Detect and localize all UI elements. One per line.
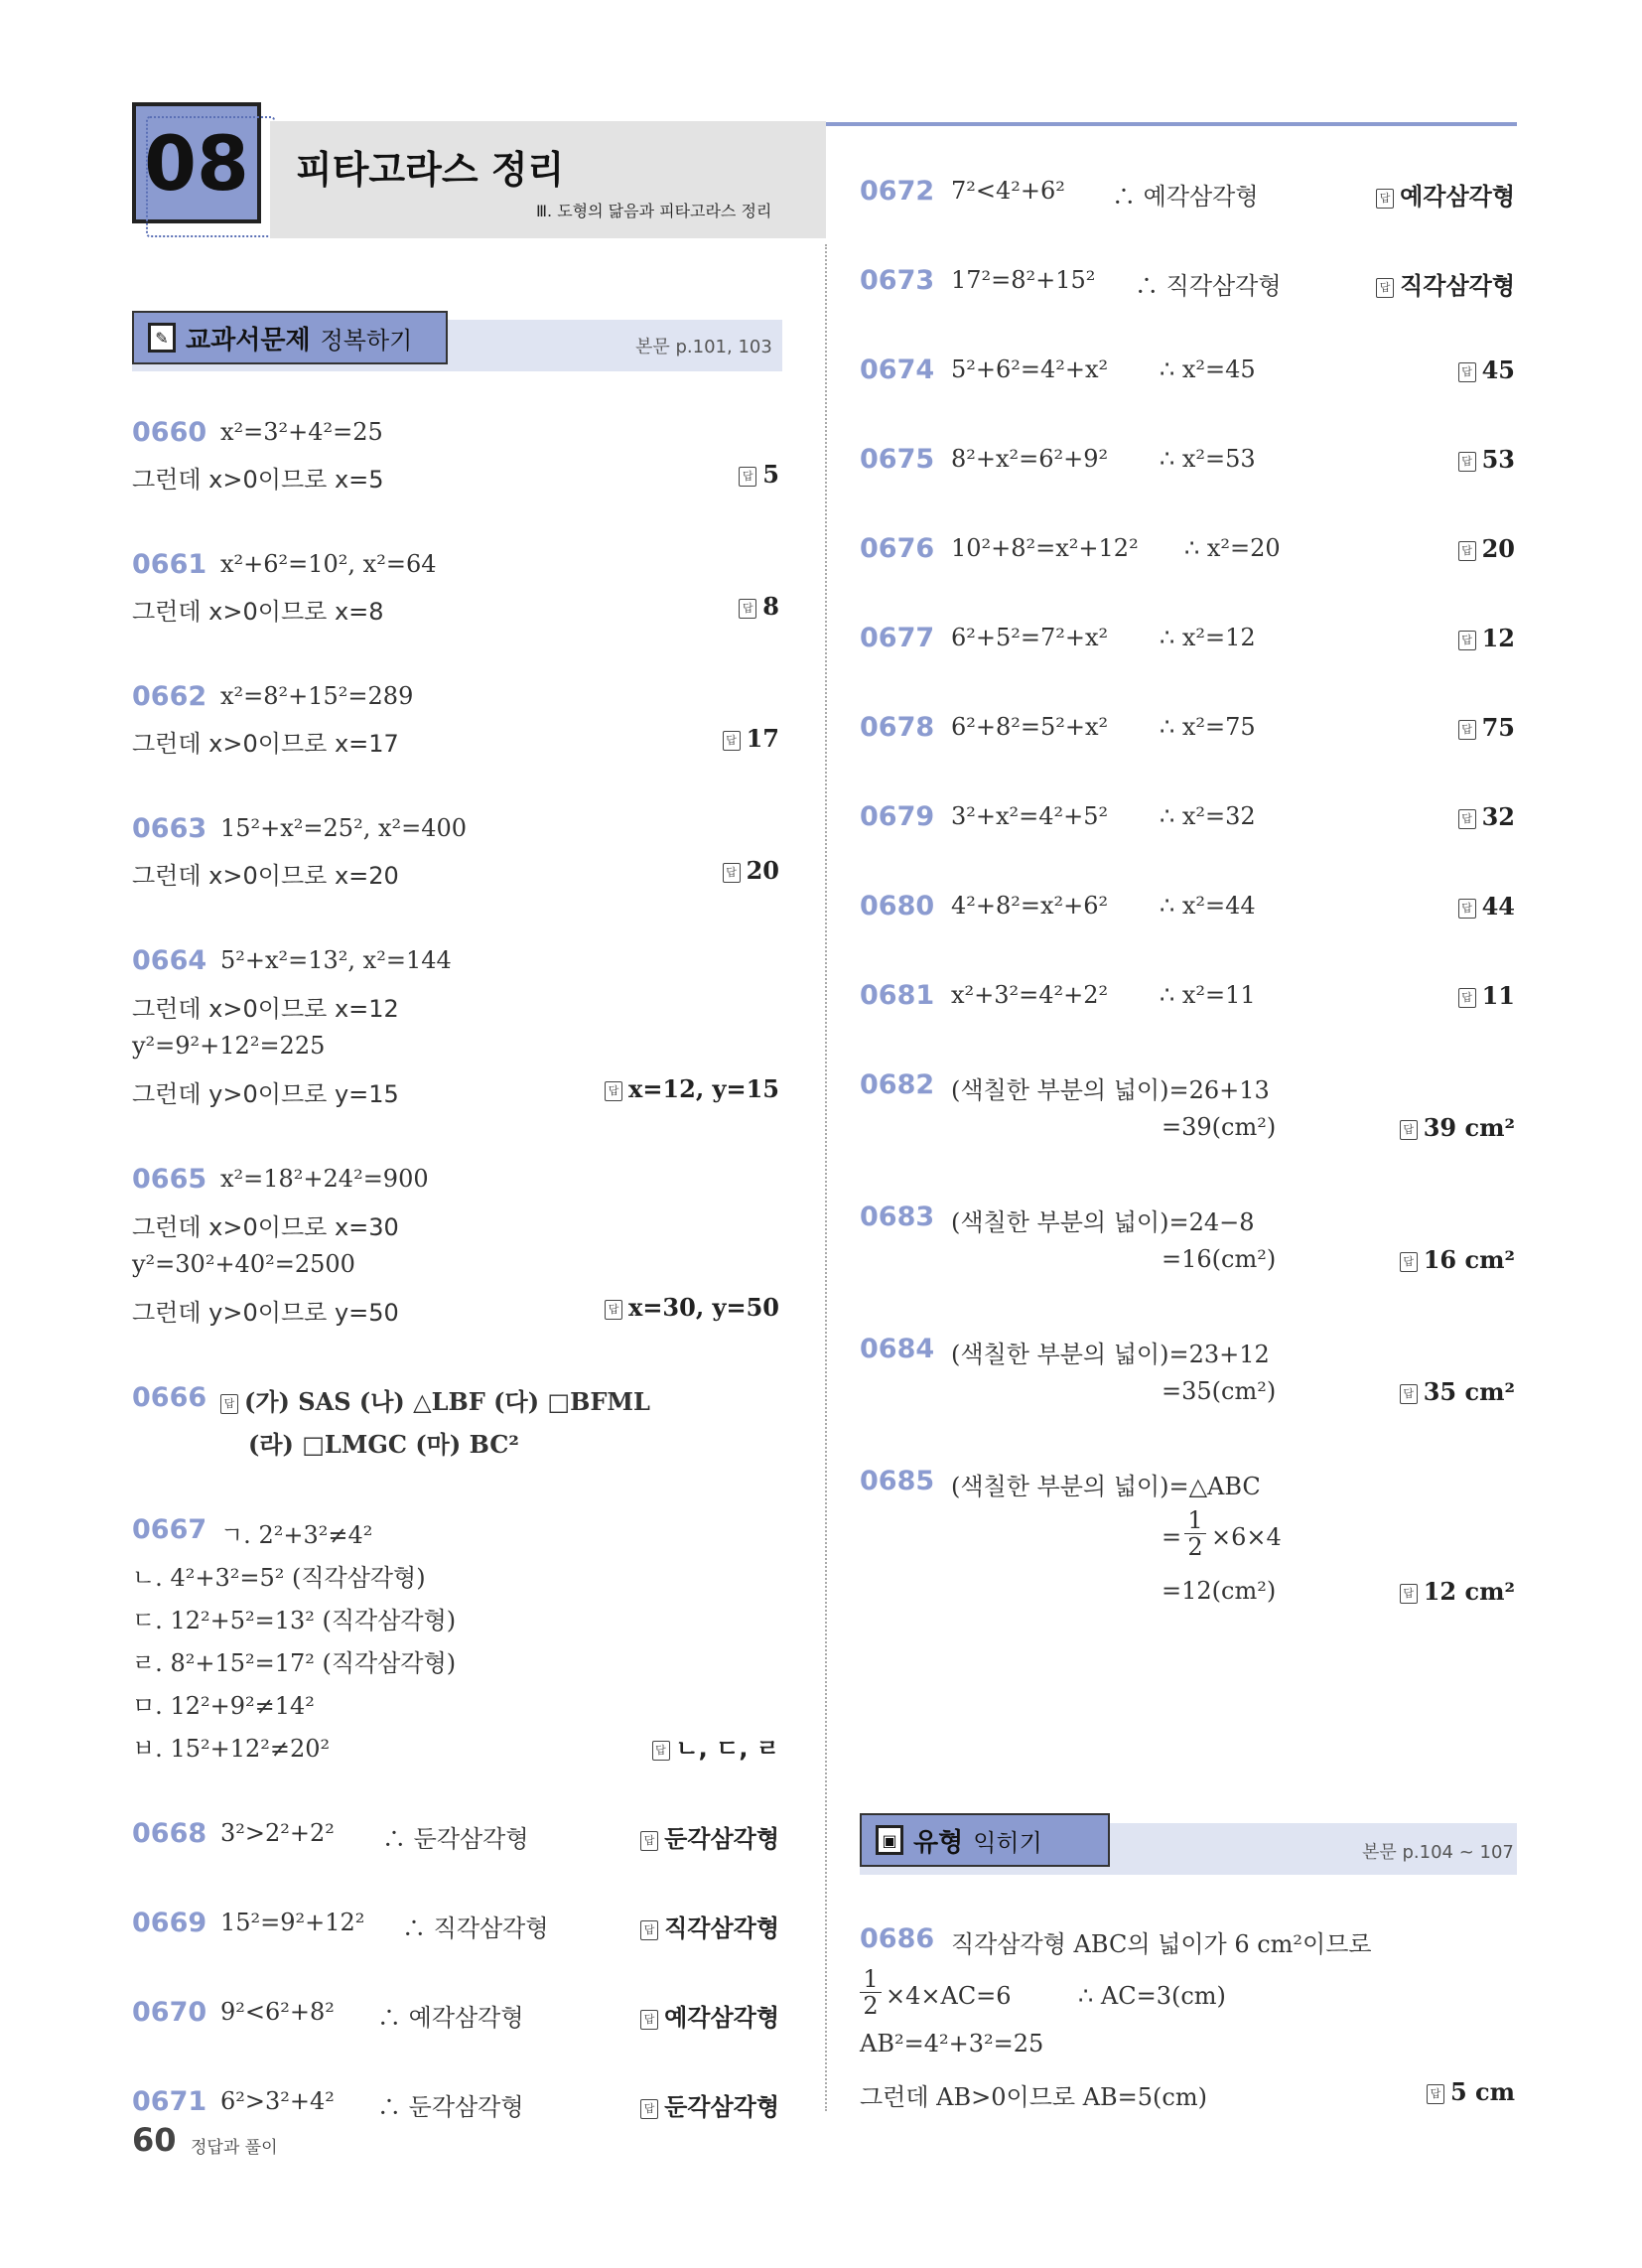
solution-line: ∴ x²=20 — [1184, 534, 1281, 562]
answer-mark-icon: 답 — [1400, 1384, 1418, 1404]
answer: 답 예각삼각형 — [1376, 177, 1515, 212]
answer: 답 45 — [1458, 355, 1515, 384]
answer-mark-icon: 답 — [220, 1394, 238, 1414]
problem-number: 0676 — [860, 533, 935, 564]
solution-line: ∴ 둔각삼각형 — [377, 2093, 524, 2121]
answer-mark-icon: 답 — [1458, 988, 1476, 1008]
answer: 답 75 — [1458, 713, 1515, 742]
answer-mark-icon: 답 — [739, 599, 756, 619]
answer-mark-icon: 답 — [640, 1831, 658, 1851]
equals-sign: = — [1162, 1523, 1182, 1551]
solution-line: x²+6²=10², x²=64 — [220, 550, 437, 578]
solution-line: ㅂ. 15²+12²≠20² — [132, 1735, 331, 1763]
answer-mark-icon: 답 — [1376, 278, 1394, 298]
solution-line: ㄱ. 2²+3²≠4² — [220, 1521, 373, 1549]
section-ref-textbook: 본문 p.101, 103 — [635, 337, 772, 357]
picture-card-icon: ▣ — [876, 1825, 903, 1855]
answer: 답 16 cm² — [1400, 1245, 1515, 1274]
problem-number: 0669 — [132, 1908, 207, 1938]
section-label-light: 정복하기 — [320, 326, 413, 354]
answer: 답 x=12, y=15 — [605, 1074, 779, 1103]
problem-number: 0672 — [860, 176, 935, 207]
answer: 답 17 — [723, 724, 779, 753]
answer: 답 32 — [1458, 802, 1515, 831]
solution-line: (색칠한 부분의 넓이)=26+13 — [951, 1076, 1270, 1104]
solution-line: ∴ 예각삼각형 — [1112, 183, 1259, 211]
solution-line: 그런데 x>0이므로 x=30 — [132, 1213, 399, 1241]
answer-mark-icon: 답 — [1458, 631, 1476, 650]
solution-line: ∴ x²=53 — [1160, 445, 1256, 473]
answer: 답 직각삼각형 — [1376, 266, 1515, 301]
answer-mark-icon: 답 — [1427, 2084, 1444, 2104]
fraction — [860, 1966, 882, 2019]
answer: 답 둔각삼각형 — [640, 2087, 779, 2122]
fraction-numerator: 1 — [1187, 1506, 1203, 1534]
answer-mark-icon: 답 — [640, 2099, 658, 2119]
answer-mark-icon: 답 — [605, 1300, 622, 1320]
problem-number: 0673 — [860, 265, 935, 296]
solution-line: 7²<4²+6² — [951, 177, 1065, 205]
answer: 답 53 — [1458, 445, 1515, 474]
solution-line: AB²=4²+3²=25 — [860, 2030, 1044, 2057]
problem-number: 0660 — [132, 417, 207, 448]
answer: 답 ㄴ, ㄷ, ㄹ — [652, 1729, 780, 1764]
solution-line: 8²+x²=6²+9² — [951, 445, 1109, 473]
section-label-light: 익히기 — [973, 1828, 1042, 1857]
solution-line: 5²+x²=13², x²=144 — [220, 946, 452, 974]
solution-line: (색칠한 부분의 넓이)=23+12 — [951, 1341, 1270, 1368]
solution-line: ㄷ. 12²+5²=13² (직각삼각형) — [132, 1607, 457, 1634]
solution-line: (색칠한 부분의 넓이)=△ABC — [951, 1473, 1261, 1500]
answer-mark-icon: 답 — [640, 2010, 658, 2030]
answer-mark-icon: 답 — [1400, 1252, 1418, 1272]
solution-line: =16(cm²) — [1162, 1245, 1277, 1273]
solution-line: ×4×AC=6 — [886, 1982, 1012, 2010]
chapter-title: 피타고라스 정리 — [296, 148, 565, 192]
solution-line: 그런데 x>0이므로 x=17 — [132, 730, 399, 758]
problem-number: 0674 — [860, 354, 935, 385]
problem-number: 0683 — [860, 1202, 935, 1232]
problem-number: 0662 — [132, 681, 207, 712]
answer: 답 5 — [739, 460, 779, 489]
problem-number: 0677 — [860, 623, 935, 653]
answer: 답 44 — [1458, 892, 1515, 921]
solution-line: 그런데 AB>0이므로 AB=5(cm) — [860, 2083, 1207, 2111]
solution-line: 6²+5²=7²+x² — [951, 624, 1109, 651]
answer: 답 12 cm² — [1400, 1577, 1515, 1606]
problem-number: 0663 — [132, 813, 207, 844]
solution-line: 그런데 x>0이므로 x=5 — [132, 466, 384, 494]
problem-number: 0685 — [860, 1466, 935, 1496]
solution-line: ∴ x²=32 — [1160, 802, 1256, 830]
answer: 답 직각삼각형 — [640, 1909, 779, 1943]
solution-line: ∴ 둔각삼각형 — [382, 1825, 529, 1853]
top-rule — [826, 122, 1517, 126]
problem-number: 0666 — [132, 1382, 207, 1413]
pencil-note-icon: ✎ — [148, 323, 176, 353]
solution-line: 그런데 y>0이므로 y=50 — [132, 1299, 399, 1327]
solution-line: 10²+8²=x²+12² — [951, 534, 1139, 562]
page-number: 60 — [132, 2121, 177, 2159]
solution-line: x²=18²+24²=900 — [220, 1165, 429, 1193]
answer-mark-icon: 답 — [1458, 452, 1476, 472]
solution-line: ×6×4 — [1211, 1523, 1282, 1551]
answer-mark-icon: 답 — [739, 467, 756, 487]
solution-line: ㄹ. 8²+15²=17² (직각삼각형) — [132, 1649, 457, 1677]
solution-line: (라) □LMGC (마) BC² — [248, 1430, 519, 1459]
problem-number: 0686 — [860, 1923, 935, 1954]
answer-mark-icon: 답 — [1458, 362, 1476, 382]
answer: 답 예각삼각형 — [640, 1998, 779, 2033]
section-ref-types: 본문 p.104 ~ 107 — [1362, 1842, 1514, 1863]
section-label-bold: 교과서문제 — [186, 325, 311, 355]
solution-line: 6²+8²=5²+x² — [951, 713, 1109, 741]
solution-line: 3²>2²+2² — [220, 1819, 335, 1847]
solution-line: ∴ x²=11 — [1160, 981, 1256, 1009]
problem-number: 0680 — [860, 891, 935, 921]
problem-number: 0682 — [860, 1069, 935, 1100]
solution-line: x²=3²+4²=25 — [220, 418, 383, 446]
answer-mark-icon: 답 — [1458, 809, 1476, 829]
solution-line: =35(cm²) — [1162, 1377, 1277, 1405]
answer: 답 11 — [1458, 981, 1515, 1010]
answer-mark-icon: 답 — [723, 731, 741, 751]
solution-line: 그런데 x>0이므로 x=20 — [132, 862, 399, 890]
problem-number: 0671 — [132, 2086, 207, 2117]
problem-number: 0668 — [132, 1818, 207, 1849]
answer-mark-icon: 답 — [723, 863, 741, 883]
answer-mark-icon: 답 — [1400, 1584, 1418, 1604]
answer: 답 20 — [1458, 534, 1515, 563]
problem-number: 0679 — [860, 801, 935, 832]
section-label-bold: 유형 — [913, 1827, 964, 1858]
answer-mark-icon: 답 — [1376, 189, 1394, 209]
solution-line: ∴ 직각삼각형 — [402, 1914, 549, 1942]
answer-mark-icon: 답 — [1400, 1120, 1418, 1140]
solution-line: 4²+8²=x²+6² — [951, 892, 1109, 920]
problem-number: 0675 — [860, 444, 935, 475]
answer: 답 8 — [739, 592, 779, 621]
solution-line: 15²+x²=25², x²=400 — [220, 814, 468, 842]
answer: 답 5 cm — [1427, 2077, 1515, 2106]
solution-line: ∴ 직각삼각형 — [1135, 272, 1282, 300]
solution-line: 직각삼각형 ABC의 넓이가 6 cm²이므로 — [951, 1930, 1372, 1958]
solution-line: 9²<6²+8² — [220, 1998, 335, 2026]
solution-line: (색칠한 부분의 넓이)=24−8 — [951, 1208, 1255, 1236]
solution-line: ∴ 예각삼각형 — [377, 2004, 524, 2032]
answer: 답 x=30, y=50 — [605, 1293, 779, 1322]
solution-line: ∴ x²=12 — [1160, 624, 1256, 651]
solution-line: ㅁ. 12²+9²≠14² — [132, 1692, 315, 1720]
solution-line: ∴ x²=75 — [1160, 713, 1256, 741]
solution-line: y²=30²+40²=2500 — [132, 1250, 355, 1278]
chapter-number: 08 — [132, 102, 261, 223]
fraction-denominator: 2 — [1184, 1533, 1206, 1560]
answer: 답 둔각삼각형 — [640, 1819, 779, 1854]
problem-number: 0678 — [860, 712, 935, 743]
solution-line: ㄴ. 4²+3²=5² (직각삼각형) — [132, 1564, 426, 1592]
solution-line: ∴ x²=44 — [1160, 892, 1256, 920]
solution-line: ∴ x²=45 — [1160, 355, 1256, 383]
solution-line: 15²=9²+12² — [220, 1909, 365, 1936]
solution-line: 그런데 y>0이므로 y=15 — [132, 1080, 399, 1108]
answer: 답 20 — [723, 856, 779, 885]
column-separator — [825, 244, 827, 2111]
answer: 답 39 cm² — [1400, 1113, 1515, 1142]
answer-mark-icon: 답 — [640, 1920, 658, 1940]
answer-mark-icon: 답 — [1458, 899, 1476, 919]
problem-number: 0665 — [132, 1164, 207, 1195]
fraction-denominator: 2 — [860, 1992, 882, 2019]
answer: 답 12 — [1458, 624, 1515, 652]
solution-line: 그런데 x>0이므로 x=12 — [132, 995, 399, 1023]
solution-line: 5²+6²=4²+x² — [951, 355, 1109, 383]
solution-line: 그런데 x>0이므로 x=8 — [132, 598, 384, 626]
section-tag-textbook — [132, 311, 448, 364]
problem-number: 0661 — [132, 549, 207, 580]
chapter-subtitle: Ⅲ. 도형의 닮음과 피타고라스 정리 — [536, 202, 772, 220]
page-footer-label: 정답과 풀이 — [191, 2138, 278, 2158]
solution-line: =39(cm²) — [1162, 1113, 1277, 1141]
solution-line: 17²=8²+15² — [951, 266, 1096, 294]
solution-line: y²=9²+12²=225 — [132, 1032, 326, 1060]
fraction-numerator: 1 — [863, 1965, 879, 1993]
solution-line: =12(cm²) — [1162, 1577, 1277, 1605]
solution-line: 6²>3²+4² — [220, 2087, 335, 2115]
solution-line: x²=8²+15²=289 — [220, 682, 414, 710]
solution-line: 답 (가) SAS (나) △LBF (다) □BFML — [220, 1382, 650, 1417]
section-tag-types — [860, 1813, 1110, 1867]
answer-mark-icon: 답 — [1458, 720, 1476, 740]
solution-line: x²+3²=4²+2² — [951, 981, 1109, 1009]
problem-number: 0684 — [860, 1334, 935, 1364]
answer-mark-icon: 답 — [605, 1081, 622, 1101]
problem-number: 0670 — [132, 1997, 207, 2028]
answer-mark-icon: 답 — [652, 1741, 670, 1761]
problem-number: 0681 — [860, 980, 935, 1011]
problem-number: 0667 — [132, 1514, 207, 1545]
answer-mark-icon: 답 — [1458, 541, 1476, 561]
solution-line: 3²+x²=4²+5² — [951, 802, 1109, 830]
solution-line: ∴ AC=3(cm) — [1078, 1982, 1226, 2010]
fraction — [1184, 1507, 1206, 1560]
answer: 답 35 cm² — [1400, 1377, 1515, 1406]
problem-number: 0664 — [132, 945, 207, 976]
